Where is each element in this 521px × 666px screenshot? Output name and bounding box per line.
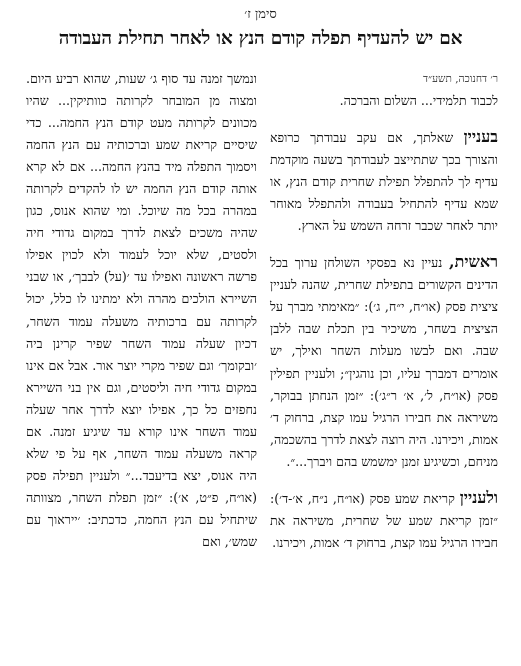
greeting: לכבוד תלמידי... השלום והברכה. — [339, 93, 498, 108]
right-column — [270, 68, 498, 554]
paragraph-3 — [270, 487, 498, 554]
paragraph-3-lead: ולעניין — [459, 487, 498, 507]
paragraph-2-text: נעיין נא בפסקי השולחן ערוך בכל הדינים הקשורים בתפילת שחרית, שהנה לעניין ציצית פסק (או״ח, י״ח, ג׳): ״מאימתי מברך על הציצית בשחר, משיכיר בין תכלת שבה ללבן שבה. ואם לבשו מעלות השחר ואילך, יש אומרים דמברך עליו, וכן נוהגין״; ולעניין תפילין פסק (או״ח, ל׳, א׳ ר״ג׳): ״זמן הנחתן בבוקר, משיראה את חבירו הרגיל עמו קצת, ברחוק ד׳ אמות, ויכירנו. היה רוצה לצאת לדרך בהשכמה, מניחם, וכשיגיע זמנן ימשמש בהם ויברך...״. — [270, 255, 498, 469]
paragraph-2-lead: ראשית, — [449, 252, 498, 272]
paragraph-2 — [270, 251, 498, 472]
paragraph-1-lead: בעניין — [463, 127, 498, 147]
paragraph-1 — [270, 126, 498, 237]
paragraph-3-text: קריאת שמע פסק (או״ח, נ״ח, א׳-ד׳): ״זמן קריאת שמע של שחרית, משיראה את חבירו הרגיל עמו קצת, ברחוק ד׳ אמות, ויכירנו. — [270, 490, 498, 550]
left-column — [26, 68, 257, 553]
letter-date: ר׳ דחנוכה, תשע״ד — [423, 73, 498, 85]
left-column-text: ונמשך זמנה עד סוף ג׳ שעות, שהוא רביע היום. ומצוה מן המובחר לקרותה כוותיקין... שהיו מכוונים לקרותה מעט קודם הנץ החמה... כדי שיסיים קריאת שמע וברכותיה עם הנץ החמה ויסמוך התפלה מיד בהנץ החמה... אם לא קרא אותה קודם הנץ החמה יש לו להקדים לקרותה במהרה בכל מה שיוכל. ומי שהוא אנוס, כגון שהיה משכים לצאת לדרך במקום גדודי חיה ולסטים, שלא יוכל לעמוד ולא לכוין אפילו פרשה ראשונה ואפילו עד ׳(על) לבבך׳, או שבני השיירא הולכים מהרה ולא ימתינו לו כלל, יכול לקרותה עם ברכותיה משעלה עמוד השחר, דכיון שעלה עמוד השחר שפיר קרינן ביה ׳ובקומך׳ וגם שפיר מקרי יוצר אור. אבל אם אינו במקום גדודי חיה וליסטים, וגם אין בני השיירא נחפזים כל כך, אפילו יוצא לדרך אחר שעלה עמוד השחר אינו קורא עד שיגיע זמנה. אם קראה משעלה עמוד השחר, אף על פי שלא היה אנוס, יצא בדיעבד...״ ולעניין תפילה פסק (או״ח, פ״ט, א׳): ״זמן תפלת השחר, מצוותה שיתחיל עם הנץ החמה, כדכתיב: ׳ייראוך עם שמש׳, ואם — [26, 71, 257, 549]
page-title: אם יש להעדיף תפלה קודם הנץ או לאחר תחילת העבודה — [58, 28, 463, 49]
paragraph-1-text: שאלתך, אם עקב עבודתך כרופא והצורך בכך שתתייצב לעבודתך בשעה מוקדמת עדיף לך להתפלל תפילת שחרית קודם הנץ, או שמא עדיף להתחיל בעבודה ולהתפלל מאוחר יותר לאחר שכבר זרחה השמש על הארץ. — [270, 130, 498, 234]
siman-heading: סימן ז׳ — [244, 7, 277, 22]
